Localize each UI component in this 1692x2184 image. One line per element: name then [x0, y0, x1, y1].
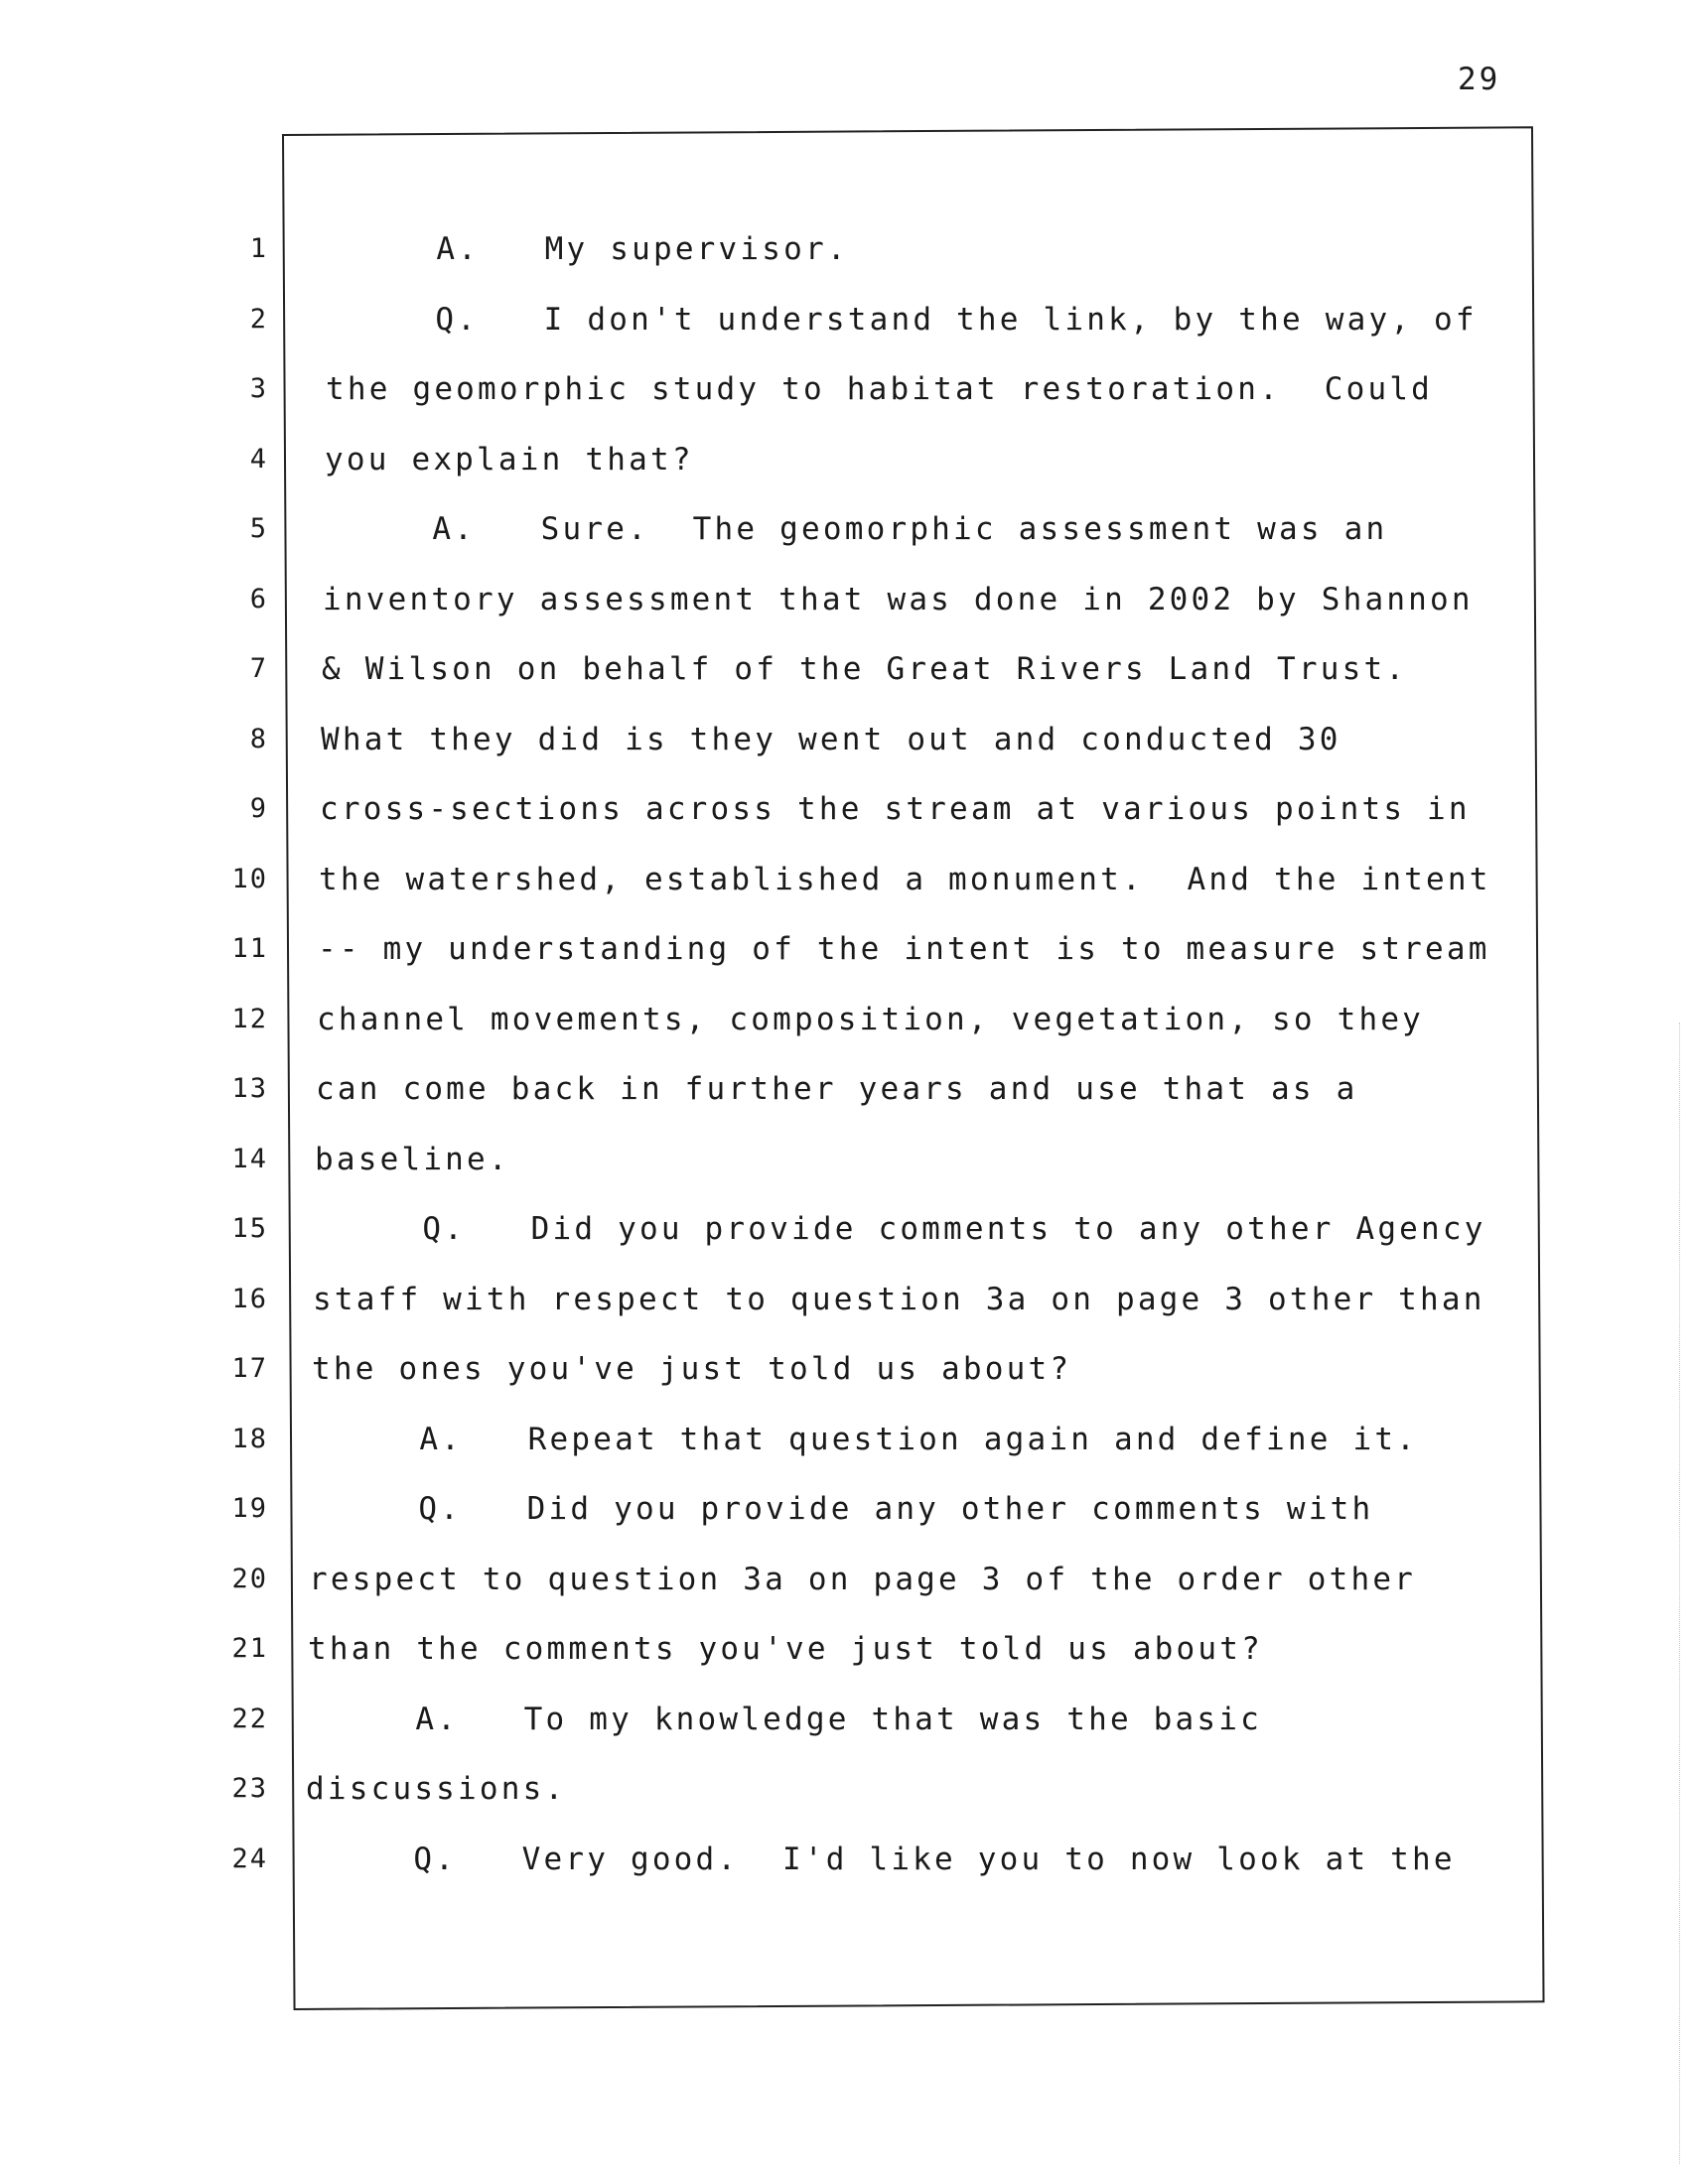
line-number: 10 [231, 863, 268, 894]
line-number: 19 [231, 1493, 268, 1524]
transcript-line: Q. I don't understand the link, by the way, of [327, 301, 1478, 338]
transcript-line: A. My supervisor. [328, 231, 849, 267]
transcript-line: Q. Did you provide any other comments with [310, 1491, 1374, 1527]
transcript-line: A. Repeat that question again and define it. [311, 1421, 1419, 1457]
scan-edge-mark [1679, 1023, 1682, 2164]
line-number: 3 [249, 373, 268, 404]
line-number: 4 [249, 443, 268, 475]
line-number: 8 [249, 723, 268, 754]
line-number: 20 [231, 1563, 268, 1594]
line-number: 12 [231, 1003, 268, 1034]
transcript-line: Q. Did you provide comments to any other Agency [314, 1211, 1486, 1247]
line-number: 9 [249, 793, 268, 824]
line-number: 23 [231, 1773, 268, 1804]
line-number: 18 [231, 1423, 268, 1454]
line-number: 2 [249, 303, 268, 335]
line-number: 14 [231, 1143, 268, 1174]
transcript-line: & Wilson on behalf of the Great Rivers Land Trust. [322, 651, 1408, 687]
line-number: 21 [231, 1633, 268, 1664]
line-number: 24 [231, 1843, 268, 1874]
transcript-line: the ones you've just told us about? [312, 1351, 1072, 1387]
line-number: 16 [231, 1283, 268, 1314]
line-number: 17 [231, 1353, 268, 1384]
transcript-line: baseline. [315, 1141, 510, 1177]
page-number: 29 [1458, 62, 1501, 97]
line-number: 7 [249, 653, 268, 684]
transcript-line: cross-sections across the stream at various points in [320, 791, 1471, 827]
line-number: 6 [249, 583, 268, 614]
transcript-line: channel movements, composition, vegetation, so they [317, 1001, 1425, 1037]
transcript-line: than the comments you've just told us about? [308, 1631, 1263, 1667]
transcript-line: What they did is they went out and conducted 30 [321, 721, 1341, 757]
line-number: 11 [231, 933, 268, 964]
transcript-line: -- my understanding of the intent is to measure stream [318, 931, 1490, 967]
line-number: 13 [231, 1073, 268, 1104]
transcript-line: can come back in further years and use that as a [316, 1071, 1358, 1107]
transcript-line: Q. Very good. I'd like you to now look at the [305, 1841, 1456, 1877]
transcript-line: the geomorphic study to habitat restoration. Could [326, 371, 1434, 407]
transcript-line: you explain that? [325, 441, 694, 478]
line-number: 5 [249, 513, 268, 544]
transcript-line: staff with respect to question 3a on page 3 other than [313, 1281, 1485, 1317]
line-number: 1 [249, 233, 268, 264]
transcript-line: inventory assessment that was done in 2002 by Shannon [323, 581, 1474, 617]
transcript-line: A. Sure. The geomorphic assessment was an [324, 511, 1388, 547]
transcript-line: respect to question 3a on page 3 of the order other [309, 1561, 1417, 1597]
transcript-line: discussions. [306, 1771, 567, 1807]
line-number: 22 [231, 1703, 268, 1734]
line-number: 15 [231, 1213, 268, 1244]
transcript-line: the watershed, established a monument. And the intent [319, 861, 1491, 897]
transcript-line: A. To my knowledge that was the basic [307, 1701, 1262, 1737]
